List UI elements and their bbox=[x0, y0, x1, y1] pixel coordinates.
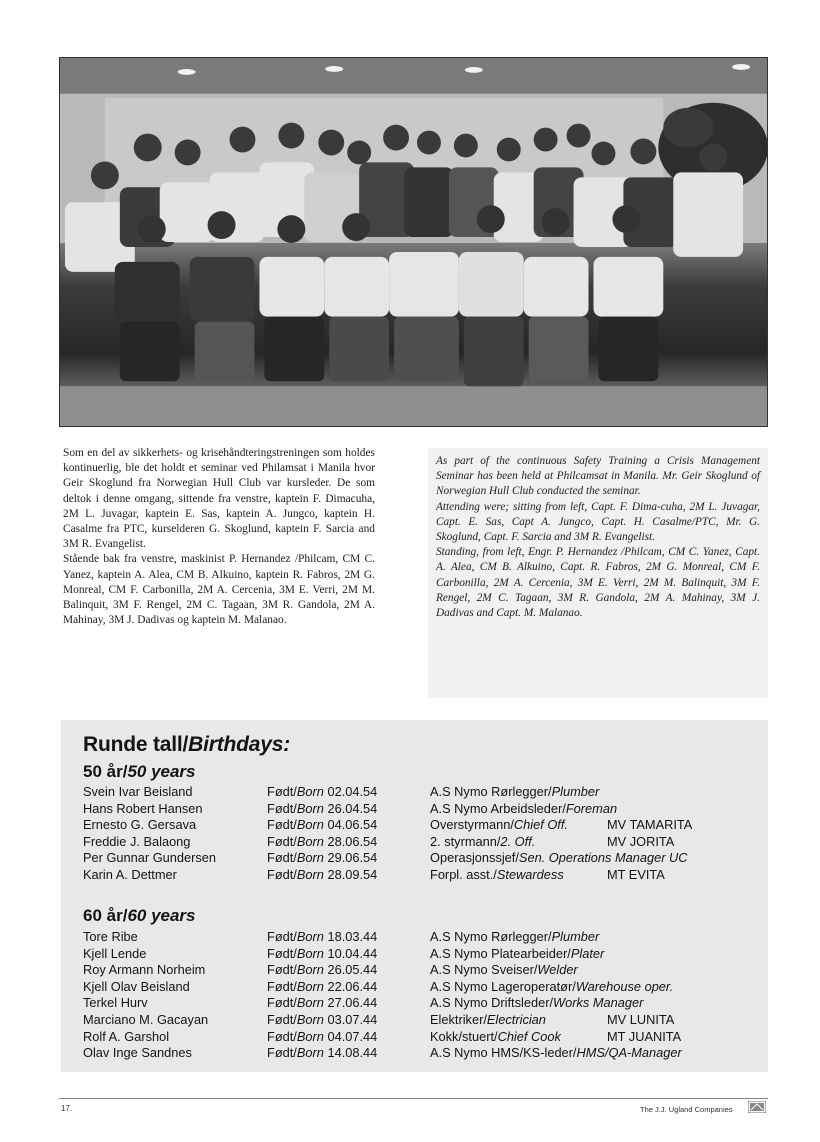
date-value: 10.04.44 bbox=[323, 945, 378, 961]
caption-norwegian bbox=[63, 446, 375, 628]
born-label-en: Born bbox=[296, 1011, 324, 1027]
date-value: 28.06.54 bbox=[323, 833, 378, 849]
date-value: 04.07.44 bbox=[323, 1028, 378, 1044]
job-title-no: Overstyrmann/ bbox=[430, 817, 514, 833]
person-name: Tore Ribe bbox=[83, 929, 138, 944]
job-title bbox=[430, 1029, 561, 1046]
group-60-title bbox=[83, 906, 196, 926]
job-title bbox=[430, 834, 535, 851]
birthday-row bbox=[83, 801, 763, 818]
job-title-no: Operasjonssjef/ bbox=[430, 850, 519, 866]
group-50-title bbox=[83, 762, 196, 782]
caption-norwegian-paragraph: Som en del av sikkerhets- og krisehåndteringstreningen som holdes kontinuerlig, ble det holdt et seminar ved Philamsat i Manila hvor Geir Skoglund fra Norwegian Hull Club var kursleder. De som deltok i denne omgang, sittende fra venstre, kaptein F. Dimacuha, 2M L. Juvagar, kaptein E. Sas, kaptein A. Jungco, kaptein H. Casalme fra PTC, kurselderen G. Skoglund, kaptein F. Sarcia and 3M R. Evangelist. bbox=[63, 447, 375, 551]
person-name: Olav Inge Sandnes bbox=[83, 1045, 192, 1061]
birthdays-title-en: Birthdays: bbox=[188, 733, 290, 756]
birth-date bbox=[267, 1029, 377, 1046]
birth-date bbox=[267, 962, 377, 979]
born-label-no: Født/ bbox=[267, 1028, 297, 1044]
job-title-en: Chief Cook bbox=[497, 1028, 561, 1044]
born-label-no: Født/ bbox=[267, 978, 297, 994]
born-label-no: Født/ bbox=[267, 800, 297, 816]
born-label-no: Født/ bbox=[267, 1045, 297, 1061]
birth-date bbox=[267, 801, 377, 818]
born-label-en: Born bbox=[296, 978, 324, 994]
born-label-en: Born bbox=[296, 866, 324, 882]
born-label-en: Born bbox=[296, 850, 324, 866]
job-title-en: Foreman bbox=[565, 800, 618, 816]
born-label-no: Født/ bbox=[267, 929, 297, 944]
birthdays-title bbox=[83, 733, 290, 757]
date-value: 29.06.54 bbox=[323, 850, 378, 866]
company-name: The J.J. Ugland Companies bbox=[640, 1105, 733, 1114]
person-name: Roy Armann Norheim bbox=[83, 962, 206, 978]
date-value: 14.08.44 bbox=[323, 1045, 378, 1061]
job-title-en: Plumber bbox=[551, 929, 600, 944]
job-title bbox=[430, 867, 564, 884]
job-title-no: A.S Nymo Driftsleder/ bbox=[430, 995, 554, 1011]
born-label-en: Born bbox=[296, 1045, 324, 1061]
job-title-en: Works Manager bbox=[553, 995, 644, 1011]
job-title bbox=[430, 1012, 546, 1029]
job-title-no: A.S Nymo Arbeidsleder/ bbox=[430, 800, 566, 816]
born-label-en: Born bbox=[296, 800, 324, 816]
birthday-row bbox=[83, 834, 763, 851]
born-label-en: Born bbox=[296, 995, 324, 1011]
job-title-no: Kokk/stuert/ bbox=[430, 1028, 498, 1044]
group-50-title-no: 50 år/ bbox=[83, 762, 128, 781]
date-value: 03.07.44 bbox=[323, 1011, 378, 1027]
job-title-en: Chief Off. bbox=[513, 817, 568, 833]
birthday-row bbox=[83, 1012, 763, 1029]
date-value: 28.09.54 bbox=[323, 866, 378, 882]
group-60-title-en: 60 years bbox=[127, 906, 196, 925]
date-value: 02.04.54 bbox=[323, 784, 378, 799]
person-name: Marciano M. Gacayan bbox=[83, 1011, 209, 1027]
job-title bbox=[430, 979, 673, 996]
job-title-en: Sen. Operations Manager UC bbox=[518, 850, 688, 866]
person-name: Kjell Lende bbox=[83, 945, 147, 961]
job-title-en: Plumber bbox=[551, 784, 600, 799]
birth-date bbox=[267, 995, 377, 1012]
date-value: 18.03.44 bbox=[323, 929, 378, 944]
birth-date bbox=[267, 929, 377, 946]
ship-name: MT JUANITA bbox=[607, 1028, 682, 1044]
ship-name: MT EVITA bbox=[607, 866, 665, 882]
birthday-row bbox=[83, 867, 763, 884]
ship-name: MV JORITA bbox=[607, 833, 675, 849]
person-name: Per Gunnar Gundersen bbox=[83, 850, 217, 866]
birth-date bbox=[267, 850, 377, 867]
group-photo bbox=[59, 57, 768, 427]
person-name: Rolf A. Garshol bbox=[83, 1028, 170, 1044]
birth-date bbox=[267, 946, 377, 963]
born-label-no: Født/ bbox=[267, 850, 297, 866]
person-name: Kjell Olav Beisland bbox=[83, 978, 190, 994]
date-value: 26.05.44 bbox=[323, 962, 378, 978]
birthday-row bbox=[83, 817, 763, 834]
birthdays-title-no: Runde tall/ bbox=[83, 733, 189, 756]
job-title-en: Electrician bbox=[486, 1011, 546, 1027]
birthday-row bbox=[83, 1029, 763, 1046]
born-label-no: Født/ bbox=[267, 962, 297, 978]
birth-date bbox=[267, 1012, 377, 1029]
person-name: Ernesto G. Gersava bbox=[83, 817, 197, 833]
born-label-en: Born bbox=[296, 817, 324, 833]
job-title-no: Forpl. asst./ bbox=[430, 866, 497, 882]
birth-date bbox=[267, 784, 377, 801]
group-60-list bbox=[83, 929, 763, 1062]
job-title-no: A.S Nymo HMS/KS-leder/ bbox=[430, 1045, 577, 1061]
caption-english bbox=[428, 448, 768, 698]
birth-date bbox=[267, 979, 377, 996]
birthdays-box bbox=[61, 720, 768, 1072]
job-title-no: A.S Nymo Lageroperatør/ bbox=[430, 978, 576, 994]
group-60-title-no: 60 år/ bbox=[83, 906, 128, 925]
page-number: 17. bbox=[61, 1104, 73, 1113]
born-label-no: Født/ bbox=[267, 784, 297, 799]
ship-name: MV TAMARITA bbox=[607, 817, 693, 833]
date-value: 22.06.44 bbox=[323, 978, 378, 994]
ship-name: MV LUNITA bbox=[607, 1011, 675, 1027]
birth-date bbox=[267, 817, 377, 834]
born-label-en: Born bbox=[296, 945, 324, 961]
born-label-no: Født/ bbox=[267, 866, 297, 882]
caption-english-paragraph: Attending were; sitting from left, Capt. F. Dima-cuha, 2M L. Juvagar, Capt. E. Sas, Capt A. Jungco, Capt. H. Casalme/PTC, Mr. G. Skoglund, Capt. F. Sarcia and 3M R. Evangelist. bbox=[436, 500, 760, 544]
job-title bbox=[430, 784, 599, 801]
birthday-row bbox=[83, 850, 763, 867]
caption-english-paragraph: Standing, from left, Engr. P. Hernandez /Philcam, CM C. Yanez, Capt. A. Alea, CM B. Alkuino, Capt. R. Fabros, 2M G. Monreal, CM F. Carbonilla, 2M A. Cercenia, 3M E. Verri, 2M M. Balinquit, 3M F. Rengel, 2M C. Tagaan, 3M R. Gandola, 2M A. Mahinay, 3M J. Dadivas and Capt. M. Malanao. bbox=[436, 546, 760, 620]
birthday-row bbox=[83, 979, 763, 996]
born-label-en: Born bbox=[296, 784, 324, 799]
job-title-no: A.S Nymo Rørlegger/ bbox=[430, 929, 552, 944]
job-title bbox=[430, 817, 568, 834]
job-title-en: Welder bbox=[537, 962, 578, 978]
person-name: Freddie J. Balaong bbox=[83, 833, 191, 849]
footer-divider bbox=[59, 1098, 768, 1099]
birthday-row bbox=[83, 929, 763, 946]
born-label-no: Født/ bbox=[267, 817, 297, 833]
job-title-no: A.S Nymo Rørlegger/ bbox=[430, 784, 552, 799]
job-title-en: Plater bbox=[570, 945, 605, 961]
job-title-no: Elektriker/ bbox=[430, 1011, 487, 1027]
born-label-en: Born bbox=[296, 929, 324, 944]
job-title-no: 2. styrmann/ bbox=[430, 833, 501, 849]
job-title bbox=[430, 929, 599, 946]
birthday-row bbox=[83, 962, 763, 979]
birthday-row bbox=[83, 784, 763, 801]
born-label-en: Born bbox=[296, 962, 324, 978]
caption-norwegian-paragraph: Stående bak fra venstre, maskinist P. Hernandez /Philcam, CM C. Yanez, kaptein A. Alea, CM B. Alkuino, kaptein R. Fabros, 2M G. Monreal, CM F. Carbonilla, 2M A. Cercenia, 3M E. Verri, 2M M. Balinquit, 3M F. Rengel, 2M C. Tagaan, 3M R. Gandola, 2M A. Mahinay, 3M J. Dadivas og kaptein M. Malanao. bbox=[63, 553, 375, 627]
group-50-list bbox=[83, 784, 763, 884]
born-label-no: Født/ bbox=[267, 995, 297, 1011]
job-title bbox=[430, 946, 604, 963]
birthday-row bbox=[83, 1045, 763, 1062]
birthday-row bbox=[83, 946, 763, 963]
date-value: 27.06.44 bbox=[323, 995, 378, 1011]
job-title-en: Warehouse oper. bbox=[575, 978, 674, 994]
group-photo-illustration bbox=[60, 58, 767, 426]
job-title bbox=[430, 850, 688, 867]
job-title-en: HMS/QA-Manager bbox=[576, 1045, 682, 1061]
person-name: Karin A. Dettmer bbox=[83, 866, 177, 882]
job-title bbox=[430, 995, 643, 1012]
date-value: 04.06.54 bbox=[323, 817, 378, 833]
birth-date bbox=[267, 1045, 377, 1062]
job-title bbox=[430, 962, 578, 979]
person-name: Terkel Hurv bbox=[83, 995, 148, 1011]
born-label-en: Born bbox=[296, 833, 324, 849]
birth-date bbox=[267, 834, 377, 851]
caption-english-paragraph: As part of the continuous Safety Training a Crisis Management Seminar has been held at Philcamsat in Manila. Mr. Geir Skoglund of Norwegian Hull Club conducted the seminar. bbox=[436, 455, 760, 498]
born-label-no: Født/ bbox=[267, 945, 297, 961]
job-title bbox=[430, 801, 617, 818]
birthday-row bbox=[83, 995, 763, 1012]
person-name: Svein Ivar Beisland bbox=[83, 784, 193, 799]
born-label-no: Født/ bbox=[267, 833, 297, 849]
born-label-no: Født/ bbox=[267, 1011, 297, 1027]
job-title-en: 2. Off. bbox=[500, 833, 536, 849]
person-name: Hans Robert Hansen bbox=[83, 800, 203, 816]
job-title bbox=[430, 1045, 682, 1062]
group-50-title-en: 50 years bbox=[127, 762, 196, 781]
birth-date bbox=[267, 867, 377, 884]
date-value: 26.04.54 bbox=[323, 800, 378, 816]
job-title-no: A.S Nymo Sveiser/ bbox=[430, 962, 538, 978]
company-flag-icon bbox=[748, 1101, 766, 1113]
job-title-en: Stewardess bbox=[496, 866, 564, 882]
job-title-no: A.S Nymo Platearbeider/ bbox=[430, 945, 571, 961]
born-label-en: Born bbox=[296, 1028, 324, 1044]
